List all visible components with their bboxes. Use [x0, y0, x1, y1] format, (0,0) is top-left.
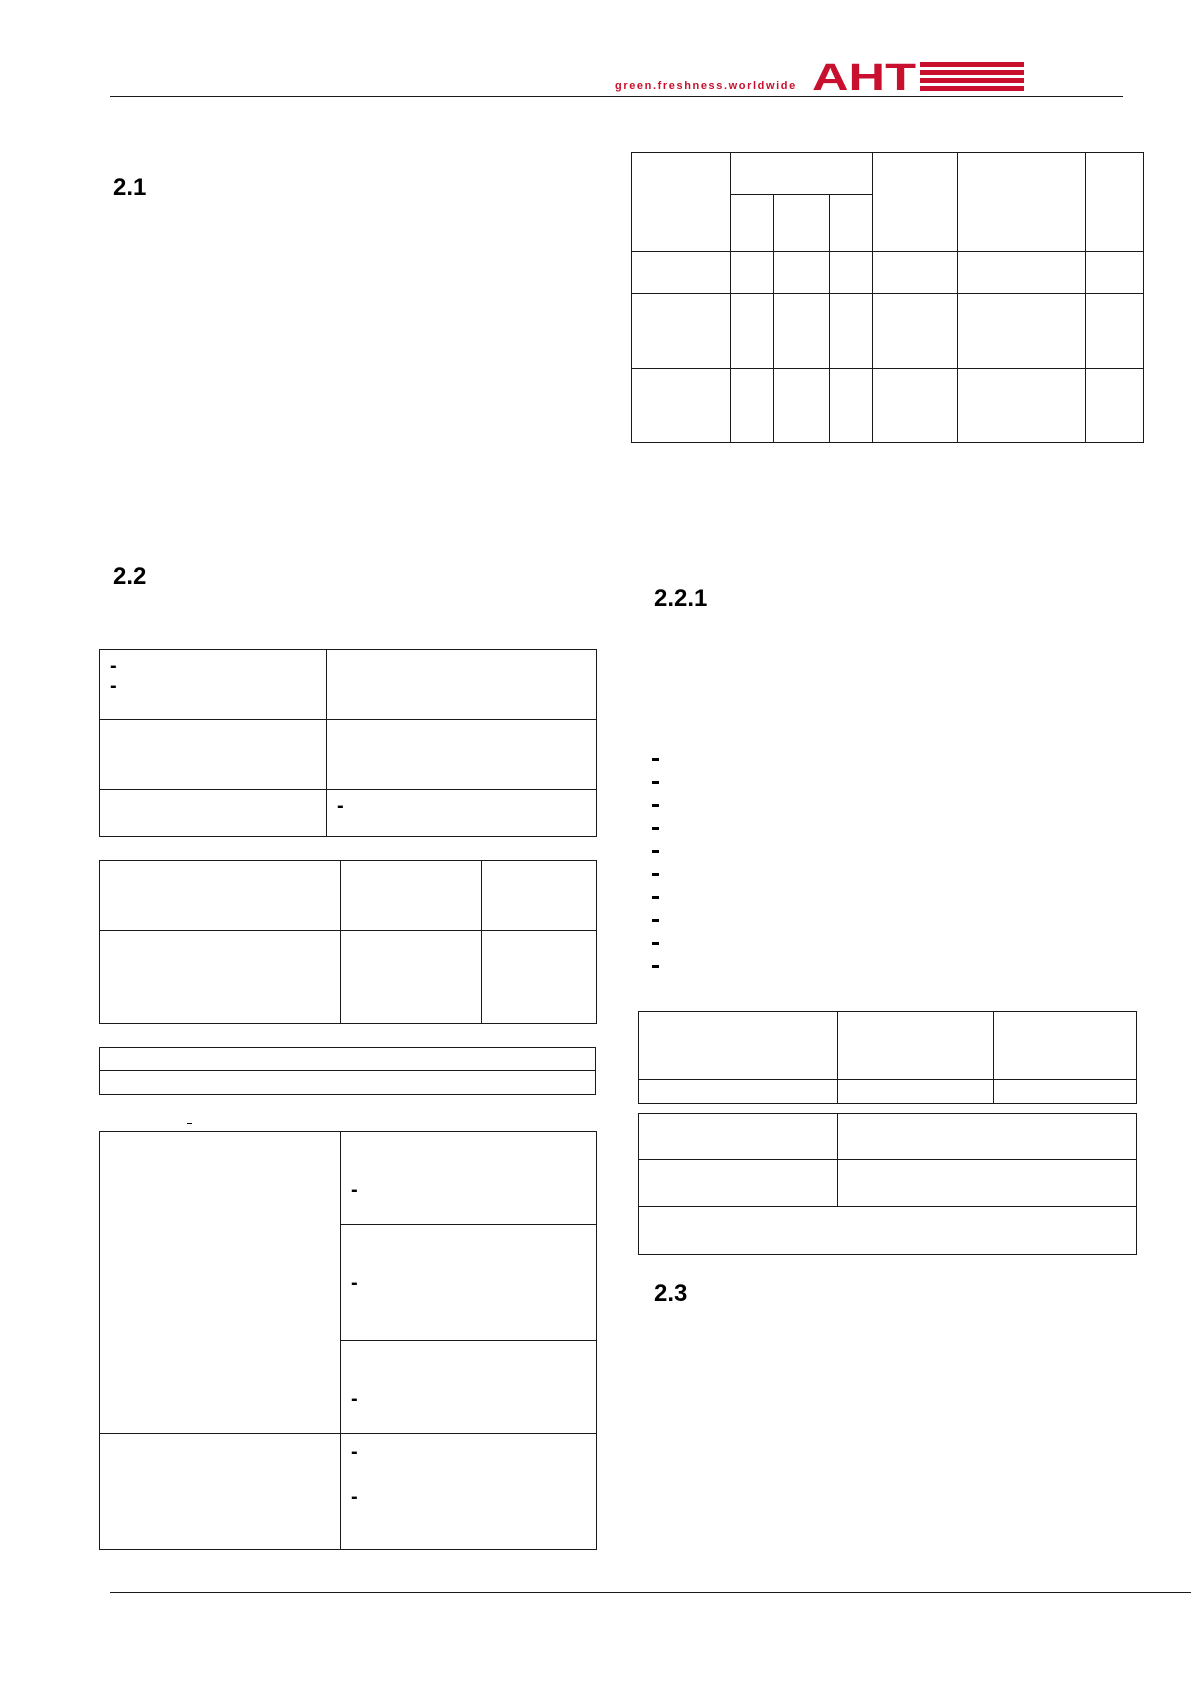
dash-list: [652, 758, 662, 973]
table-cell: [830, 294, 873, 369]
table-cell: [341, 861, 482, 931]
table-cell: [731, 252, 774, 294]
table-cell: [830, 195, 873, 252]
table-cell: [958, 369, 1086, 443]
spec-table-top: [631, 152, 1144, 443]
table-cell: [838, 1012, 994, 1080]
footer-rule: [110, 1592, 1191, 1593]
table-cell: [774, 252, 830, 294]
table-cell: [341, 1225, 597, 1341]
table-b: [99, 860, 597, 1024]
table-cell: [958, 252, 1086, 294]
table-cell: [100, 931, 341, 1024]
table-cell: [774, 369, 830, 443]
table-cell: [341, 1341, 597, 1434]
table-cell: [830, 369, 873, 443]
table-e: [638, 1011, 1137, 1104]
table-cell: [1086, 294, 1144, 369]
table-cell: [100, 1048, 596, 1071]
table-cell: [958, 294, 1086, 369]
table-cell: [632, 252, 731, 294]
dash-marker: -: [337, 795, 344, 817]
table-cell: [639, 1160, 838, 1207]
section-2-2-heading: 2.2: [113, 563, 147, 590]
list-item-dash: [652, 758, 659, 761]
dash-marker: -: [110, 675, 117, 697]
table-f: [638, 1113, 1137, 1255]
logo-text: AHT: [812, 60, 916, 94]
table-cell: [100, 720, 327, 790]
list-item-dash: [652, 850, 659, 853]
table-cell: [482, 931, 597, 1024]
list-item-dash: [652, 965, 659, 968]
table-cell: [1086, 153, 1144, 252]
table-cell: [100, 790, 327, 837]
table-cell: [100, 861, 341, 931]
table-cell: [100, 1132, 341, 1434]
table-cell: [639, 1080, 838, 1104]
small-dash-marker: [187, 1123, 192, 1124]
dash-marker: -: [110, 655, 117, 677]
header-rule: [110, 96, 1123, 97]
table-cell: [639, 1207, 1137, 1255]
list-item-dash: [652, 942, 659, 945]
table-d: [99, 1131, 597, 1550]
table-cell: [731, 195, 774, 252]
table-cell: [873, 369, 958, 443]
section-2-1-heading: 2.1: [113, 174, 147, 201]
table-cell: [341, 1132, 597, 1225]
table-cell: [341, 1434, 597, 1550]
list-item-dash: [652, 896, 659, 899]
table-cell: [873, 294, 958, 369]
table-cell: [838, 1114, 1137, 1160]
table-cell: [327, 650, 597, 720]
section-2-2-1-heading: 2.2.1: [654, 585, 708, 612]
table-cell: [1086, 369, 1144, 443]
aht-logo: [812, 60, 1026, 94]
table-cell: [632, 294, 731, 369]
brand-tagline: green.freshness.worldwide: [615, 80, 797, 92]
table-cell: [100, 1434, 341, 1550]
table-cell: [639, 1012, 838, 1080]
table-cell: [1086, 252, 1144, 294]
table-cell: [632, 369, 731, 443]
table-cell: [838, 1160, 1137, 1207]
list-item-dash: [652, 827, 659, 830]
dash-marker: -: [351, 1486, 358, 1508]
list-item-dash: [652, 873, 659, 876]
table-cell: [774, 294, 830, 369]
table-cell: [639, 1114, 838, 1160]
section-2-3-heading: 2.3: [654, 1280, 688, 1307]
table-cell: [327, 790, 597, 837]
table-cell: [838, 1080, 994, 1104]
dash-marker: -: [351, 1441, 358, 1463]
table-cell: [774, 195, 830, 252]
table-cell: [327, 720, 597, 790]
dash-marker: -: [351, 1272, 358, 1294]
dash-marker: -: [351, 1388, 358, 1410]
list-item-dash: [652, 804, 659, 807]
table-cell: [873, 252, 958, 294]
table-cell: [958, 153, 1086, 252]
table-cell: [731, 153, 873, 195]
table-cell: [731, 369, 774, 443]
table-a: [99, 649, 597, 837]
table-cell: [100, 1071, 596, 1095]
table-cell: [994, 1080, 1137, 1104]
table-c: [99, 1047, 596, 1095]
table-cell: [482, 861, 597, 931]
table-cell: [632, 153, 731, 252]
table-cell: [830, 252, 873, 294]
table-cell: [873, 153, 958, 252]
dash-marker: -: [351, 1179, 358, 1201]
list-item-dash: [652, 781, 659, 784]
table-cell: [100, 650, 327, 720]
list-item-dash: [652, 919, 659, 922]
table-cell: [341, 931, 482, 1024]
table-cell: [994, 1012, 1137, 1080]
table-cell: [731, 294, 774, 369]
